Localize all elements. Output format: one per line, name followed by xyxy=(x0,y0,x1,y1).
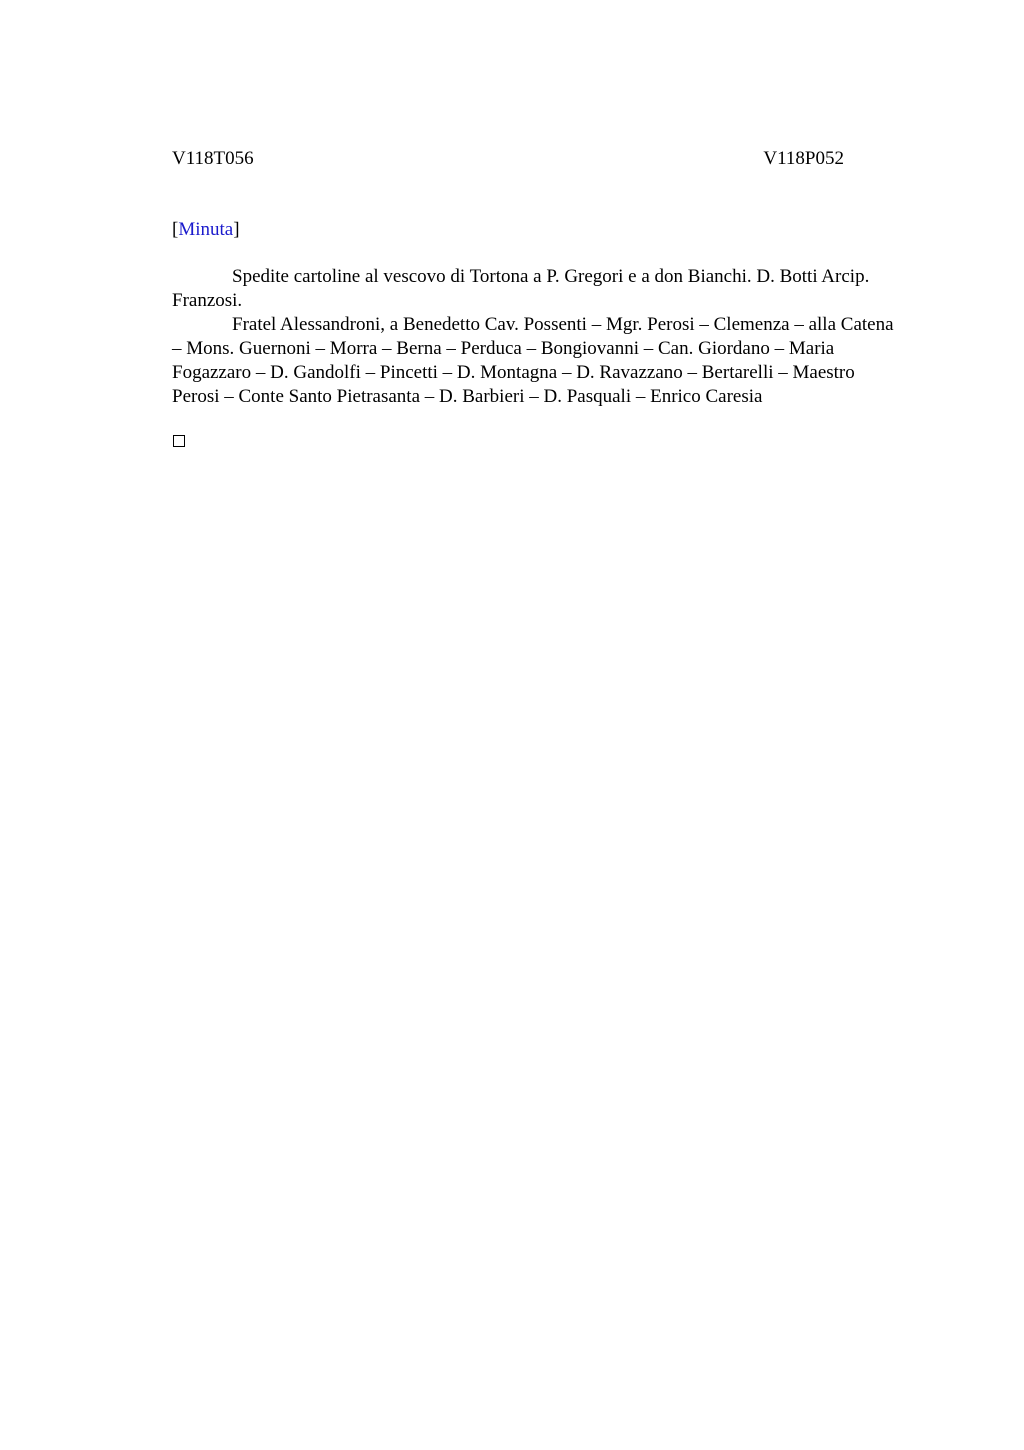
page-header xyxy=(172,146,844,172)
document-code-left: V118T056 xyxy=(172,148,254,169)
body-text xyxy=(172,265,904,409)
paragraph-1: Spedite cartoline al vescovo di Tortona a P. Gregori e a don Bianchi. D. Botti Arcip. Franzosi. xyxy=(172,266,870,311)
empty-square-icon xyxy=(173,435,185,447)
minuta-open-bracket: [ xyxy=(172,219,179,240)
minuta-close-bracket: ] xyxy=(233,219,240,240)
minuta-link[interactable]: Minuta xyxy=(178,219,234,240)
paragraph-2: Fratel Alessandroni, a Benedetto Cav. Possenti – Mgr. Perosi – Clemenza – alla Catena – Mons. Guernoni – Morra – Berna – Perduca – Bongiovanni – Can. Giordano – Maria Fogazzaro – D. Gandolfi – Pincetti – D. Montagna – D. Ravazzano – Bertarelli – Maestro Perosi – Conte Santo Pietrasanta – D. Barbieri – D. Pasquali – Enrico Caresia xyxy=(172,314,894,407)
document-code-right: V118P052 xyxy=(763,148,844,169)
minuta-heading xyxy=(172,217,240,243)
